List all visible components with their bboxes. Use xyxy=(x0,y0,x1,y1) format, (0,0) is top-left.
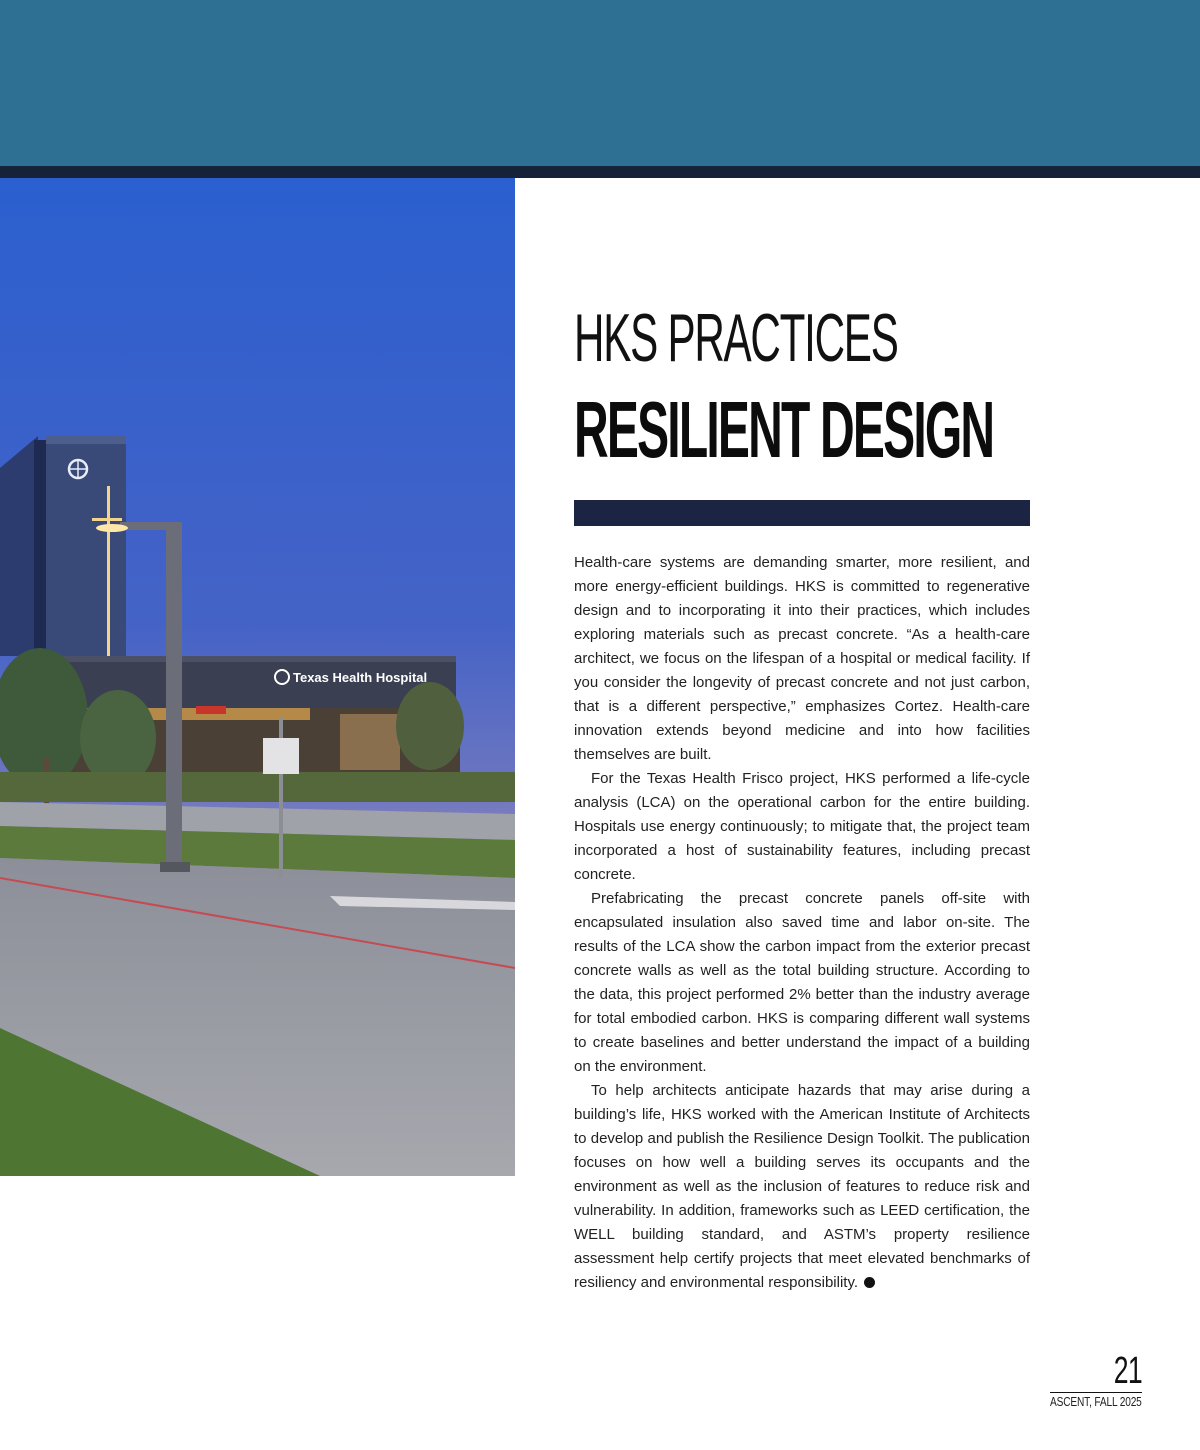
body-paragraph: Prefabricating the precast concrete panels off-site with encapsulated insulation also saved time and labor on-site. The results of the LCA show the carbon impact from the exterior precast concrete walls as well as the total building structure. According to the data, this project performed 2% better than the industry average for total embodied carbon. HKS is comparing different wall systems to create baselines and better understand the impact of a building on the environment. xyxy=(574,890,1030,1075)
header-rule xyxy=(0,166,1200,178)
body-paragraph: Health-care systems are demanding smarter, more resilient, and more energy-efficient buildings. HKS is committed to regenerative design and to incorporating it into their practices, which includes exploring materials such as precast concrete. “As a health-care architect, we focus on the lifespan of a hospital or medical facility. If you consider the longevity of precast concrete and not just carbon, that is a different perspective,” emphasizes Cortez. Health-care innovation extends beyond medicine and into how facilities themselves are built. xyxy=(574,554,1030,763)
page-folio xyxy=(1050,1352,1142,1410)
body-paragraph: For the Texas Health Frisco project, HKS performed a life-cycle analysis (LCA) on the operational carbon for the entire building. Hospitals use energy continuously; to mitigate that, the project team incorporated a host of sustainability features, including precast concrete. xyxy=(574,770,1030,883)
folio-rule xyxy=(1050,1392,1142,1393)
headline xyxy=(574,292,1030,480)
body-paragraph-last xyxy=(574,1079,1030,1295)
headline-bar xyxy=(574,500,1030,526)
body-paragraph-text: To help architects anticipate hazards that may arise during a building’s life, HKS worked with the American Institute of Architects to develop and publish the Resilience Design Toolkit. The publication focuses on how well a building serves its occupants and the environment as well as the inclusion of features to reduce risk and vulnerability. In addition, frameworks such as LEED certification, the WELL building standard, and ASTM’s property resilience assessment help certify projects that meet elevated benchmarks of resiliency and environmental responsibility. xyxy=(574,1082,1030,1291)
headline-line-2: RESILIENT DESIGN xyxy=(574,385,994,474)
article-body xyxy=(574,551,1030,1295)
header-band xyxy=(0,0,1200,166)
end-mark-icon xyxy=(864,1277,875,1288)
page-number: 21 xyxy=(1113,1350,1142,1392)
hospital-sign: Texas Health Hospital xyxy=(293,670,428,685)
headline-line-1: HKS PRACTICES xyxy=(574,300,898,376)
issue-label: ASCENT, FALL 2025 xyxy=(1050,1394,1142,1409)
hospital-photo xyxy=(0,178,515,1176)
